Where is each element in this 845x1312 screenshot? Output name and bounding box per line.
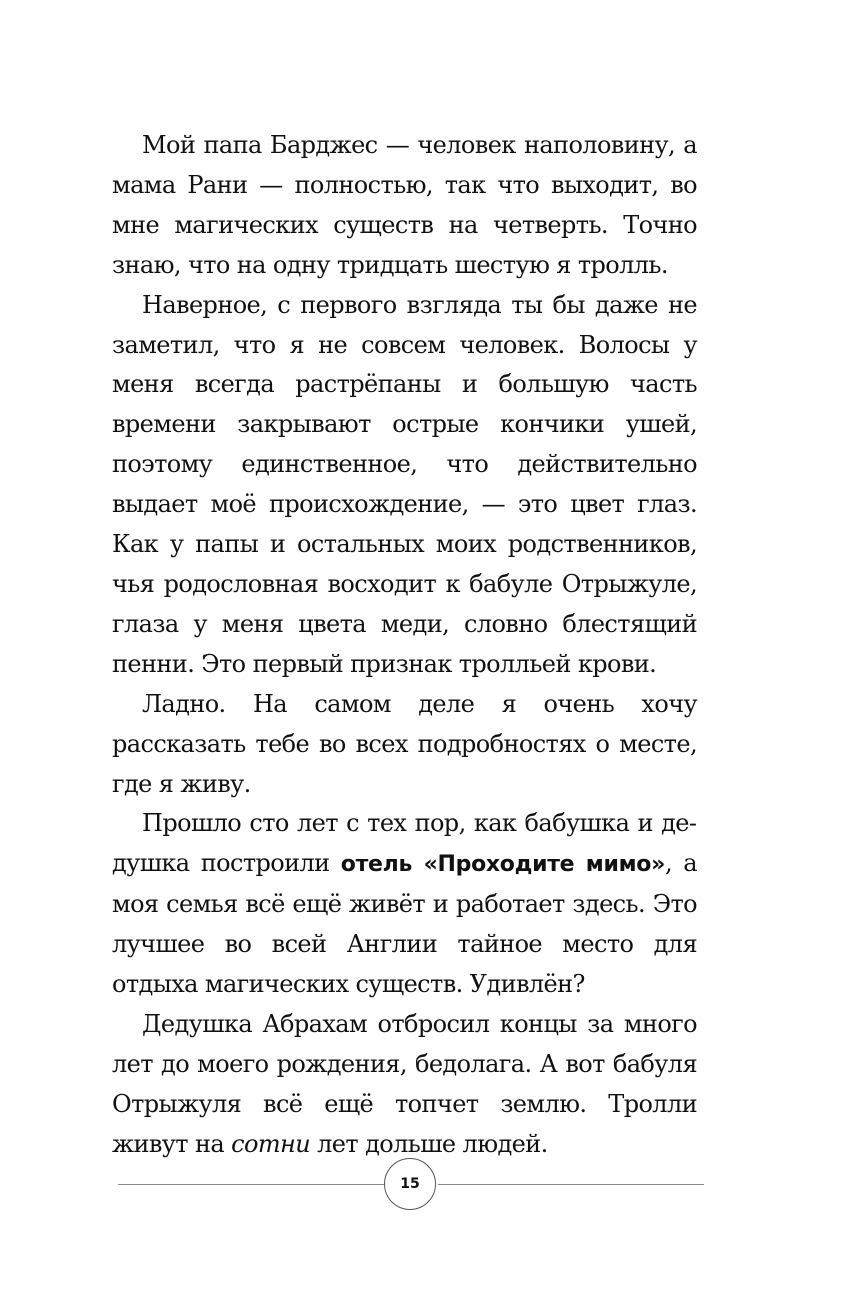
paragraph-2: [112, 286, 697, 685]
paragraph-2-text: Наверное, с первого взгляда ты бы даже не заметил, что я не совсем человек. Волосы у меня всегда растрёпаны и большую часть времени закрывают острые кончики ушей, поэтому единственное, что действительно выдает моё происхождение, — это цвет глаз. Как у папы и остальных моих родственников, чья родословная восходит к бабуле Отрыжуле, глаза у меня цвета меди, словно блестящий пенни. Это первый признак тролльей крови.: [112, 290, 697, 678]
paragraph-5: [112, 1005, 697, 1165]
paragraph-5-before: Дедушка Абрахам отбросил концы за много лет до моего рождения, бедолага. А вот бабуля Отрыжуля всё ещё топчет землю. Тролли живут на: [112, 1009, 697, 1158]
paragraph-3: [112, 685, 697, 805]
page-number-badge: [384, 1158, 436, 1210]
book-text: [112, 126, 697, 1165]
paragraph-4-after: , а моя семья всё ещё живёт и работает здесь. Это лучшее во всей Англии тайное место для отдыха магических существ. Удивлён?: [112, 849, 697, 999]
paragraph-4-before: Прошло сто лет с тех пор, как бабушка и дедушка построили: [112, 809, 697, 878]
emphasis-word: сотни: [231, 1129, 311, 1158]
footer-rule-right: [438, 1184, 704, 1185]
hotel-name: отель «Проходите мимо»: [340, 852, 666, 878]
footer-rule-left: [118, 1184, 384, 1185]
page-number: 15: [400, 1176, 420, 1192]
paragraph-1: [112, 126, 697, 286]
page-footer: [118, 1158, 704, 1210]
paragraph-4: [112, 804, 697, 1005]
paragraph-5-after: лет дольше людей.: [310, 1129, 548, 1158]
paragraph-3-text: Ладно. На самом деле я очень хочу рассказать тебе во всех подробностях о месте, где я живу.: [112, 689, 697, 798]
paragraph-1-text: Мой папа Барджес — человек наполовину, а мама Рани — полностью, так что выходит, во мне магических существ на четверть. Точно знаю, что на одну тридцать шестую я тролль.: [112, 131, 697, 279]
